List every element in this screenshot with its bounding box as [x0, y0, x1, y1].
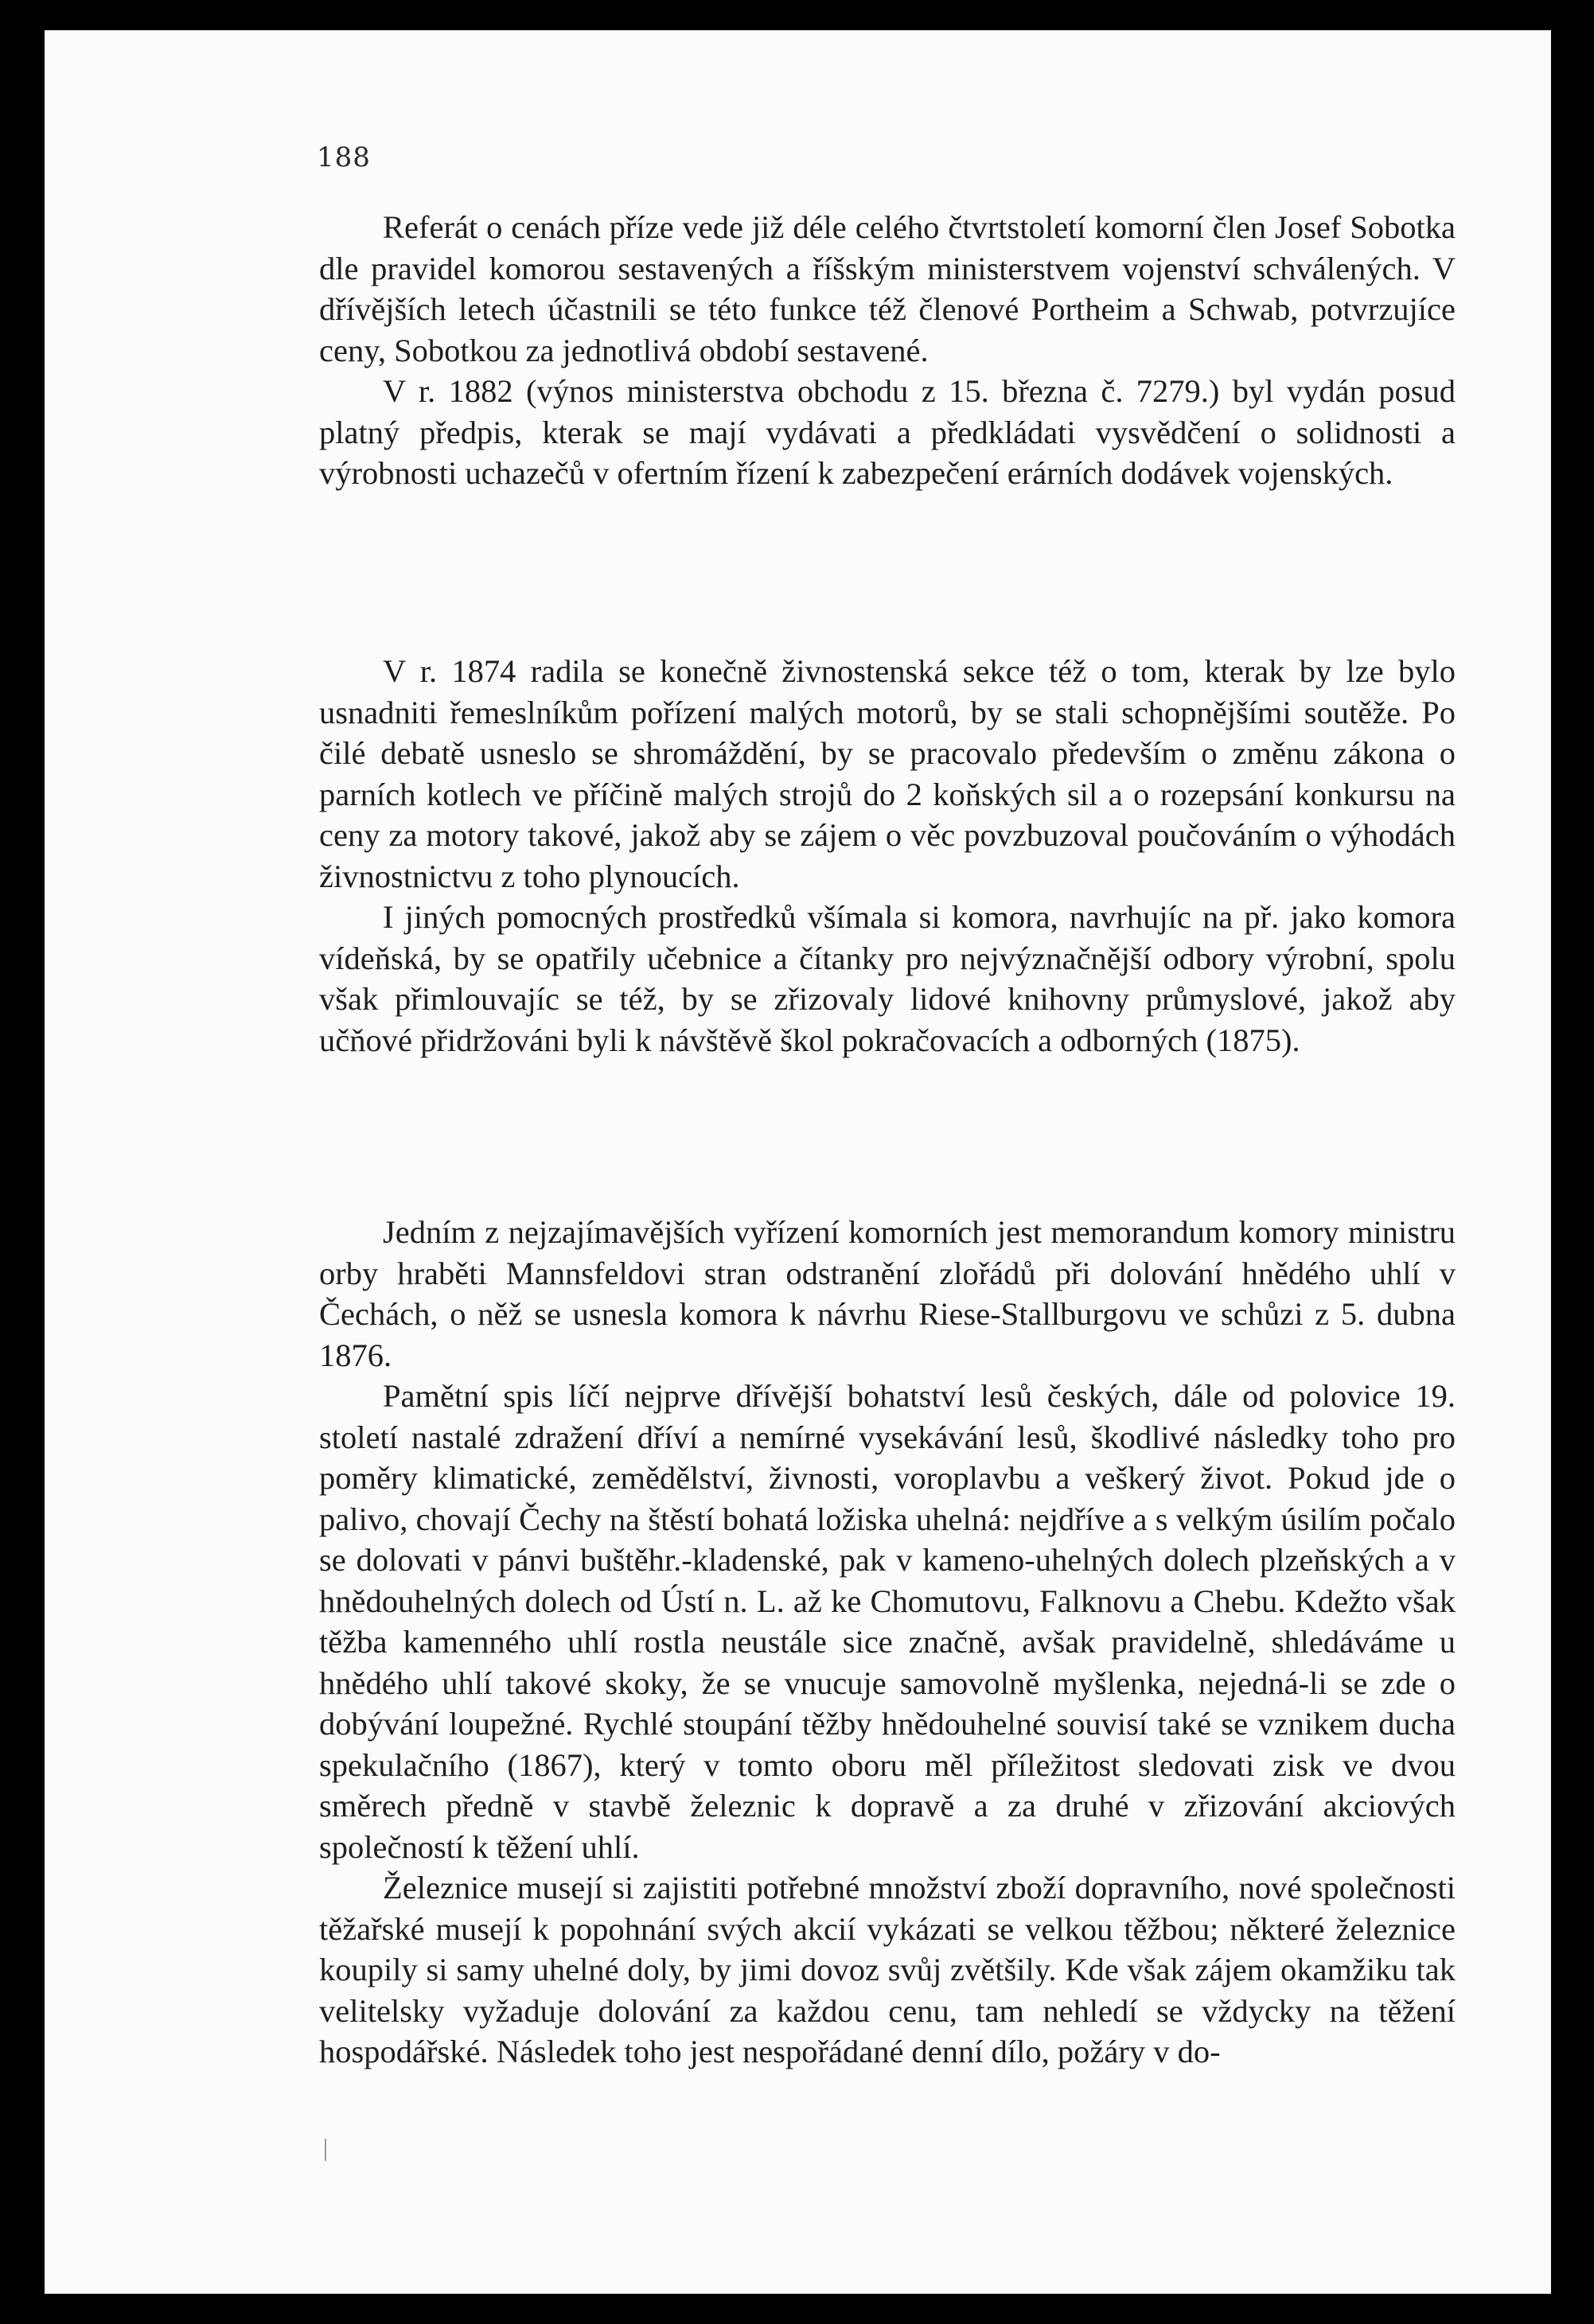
- paragraph: Jedním z nejzajímavějších vyřízení komorních jest memorandum komory ministru orby hraběti Mannsfeldovi stran odstranění zlořádů při dolování hnědého uhlí v Čechách, o něž se usnesla komora k návrhu Riese-Stallburgovu ve schůzi z 5. dubna 1876.: [319, 1214, 1456, 1373]
- paragraph: I jiných pomocných prostředků všímala si komora, navrhujíc na př. jako komora vídeňská, by se opatřily učebnice a čítanky pro nejvýznačnější odbory výrobní, spolu však přimlouvajíc se též, by se zřizovaly lidové knihovny průmyslové, jakož aby učňové přidržováni byli k návštěvě škol pokračovacích a odborných (1875).: [319, 899, 1456, 1058]
- paragraph: Referát o cenách příze vede již déle celého čtvrtstoletí komorní člen Josef Sobotka dle pravidel komorou sestavených a říšským ministerstvem vojenství schválených. V dřívějších letech účastnili se této funkce též členové Portheim a Schwab, potvrzujíce ceny, Sobotkou za jednotlivá období sestavené.: [319, 209, 1456, 368]
- text-section-1: [319, 207, 1456, 494]
- paragraph: Pamětní spis líčí nejprve dřívější bohatství lesů českých, dále od polovice 19. století nastalé zdražení dříví a nemírné vysekávání lesů, škodlivé následky toho pro poměry klimatické, zemědělství, živnosti, voroplavbu a veškerý život. Pokud jde o palivo, chovají Čechy na štěstí bohatá ložiska uhelná: nejdříve a s velkým úsilím počalo se dolovati v pánvi buštěhr.-kladenské, pak v kameno-uhelných dolech plzeňských a v hnědouhelných dolech od Ústí n. L. až ke Chomutovu, Falknovu a Chebu. Kdežto však těžba kamenného uhlí rostla neustále sice značně, avšak pravidelně, shledáváme u hnědého uhlí takové skoky, že se vnucuje samovolně myšlenka, nejedná-li se zde o dobývání loupežné. Rychlé stoupání těžby hnědouhelné souvisí také se vznikem ducha spekulačního (1867), který v tomto oboru měl příležitost sledovati zisk ve dvou směrech předně v stavbě železnic k dopravě a za druhé v zřizování akciových společností k těžení uhlí.: [319, 1378, 1456, 1865]
- document-page: [45, 30, 1551, 2294]
- text-section-3: [319, 1212, 1456, 2073]
- paragraph: V r. 1882 (výnos ministerstva obchodu z 15. března č. 7279.) byl vydán posud platný předpis, kterak se mají vydávati a předkládati vysvědčení o solidnosti a výrobnosti uchazečů v ofertním řízení k zabezpečení erárních dodávek vojenských.: [319, 373, 1456, 491]
- page-number: 188: [317, 142, 371, 173]
- paragraph: V r. 1874 radila se konečně živnostenská sekce též o tom, kterak by lze bylo usnadniti řemeslníkům pořízení malých motorů, by se stali schopnějšími soutěže. Po čilé debatě usneslo se shromáždění, by se pracovalo především o změnu zákona o parních kotlech ve příčině malých strojů do 2 koňských sil a o rozepsání konkursu na ceny za motory takové, jakož aby se zájem o věc povzbuzoval poučováním o výhodách živnostnictvu z toho plynoucích.: [319, 653, 1456, 894]
- paragraph: Železnice musejí si zajistiti potřebné množství zboží dopravního, nové společnosti těžařské musejí k popohnání svých akcií vykázati se velkou těžbou; některé železnice koupily si samy uhelné doly, by jimi dovoz svůj zvětšily. Kde však zájem okamžiku tak velitelsky vyžaduje dolování za každou cenu, tam nehledí se vždycky na těžení hospodářské. Následek toho jest nespořádané denní dílo, požáry v do-: [319, 1870, 1456, 2069]
- text-section-2: [319, 651, 1456, 1061]
- pencil-mark: [325, 2139, 326, 2161]
